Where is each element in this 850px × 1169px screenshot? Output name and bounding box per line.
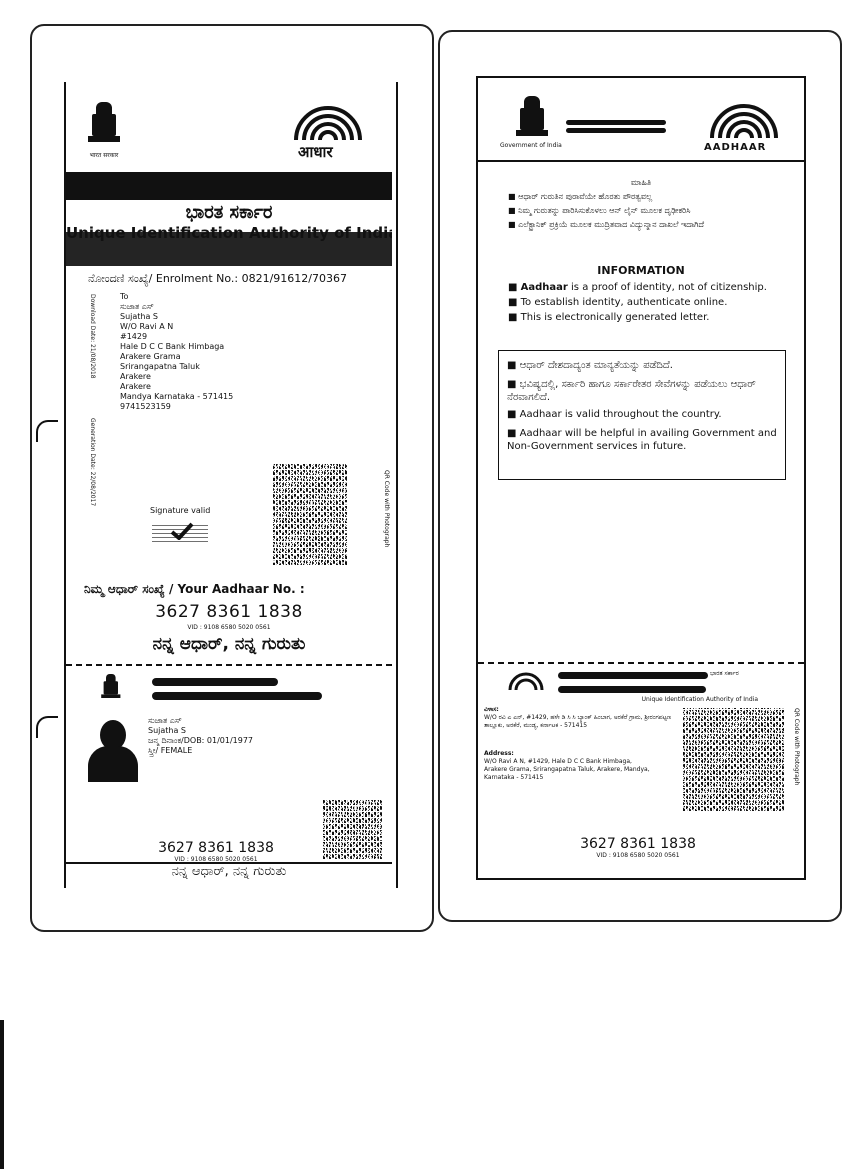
tagline-cut: ನನ್ನ ಆಧಾರ್, ನನ್ನ ಗುರುತು bbox=[171, 864, 287, 879]
info-list bbox=[508, 280, 798, 325]
aadhaar-logo-text: आधार bbox=[298, 143, 333, 161]
enrolment-number: ನೋಂದಣಿ ಸಂಖ್ಯೆ/ Enrolment No.: 0821/91612/70367 bbox=[88, 272, 347, 285]
info-item: ■ Aadhaar is a proof of identity, not of citizenship. bbox=[508, 282, 767, 293]
photo bbox=[88, 720, 138, 782]
signature-details bbox=[152, 522, 208, 542]
cut-header-kannada: ಭಾರತ ಸರ್ಕಾರ bbox=[710, 670, 739, 677]
aadhaar-number: 3627 8361 1838 bbox=[155, 602, 303, 622]
vid-cut: VID : 9108 6580 5020 0561 bbox=[174, 856, 258, 863]
gov-label: Government of India bbox=[500, 142, 562, 149]
redacted-header bbox=[152, 678, 278, 686]
info-kannada-item: ■ ನಿಮ್ಮ ಗುರುತನ್ನು ಪಾರಿಸಿಸುಕೊಳಲು ಆನ್ ಲೈನ್ ಮೂಲಕ ದೃಢೀಕರಿಸಿ bbox=[508, 206, 691, 215]
cut-details bbox=[148, 716, 328, 756]
qr-code bbox=[272, 464, 348, 566]
qr-label: QR Code with Photograph bbox=[383, 470, 390, 548]
cut-header-english: Unique Identification Authority of India bbox=[641, 696, 758, 703]
punch-hole-top bbox=[36, 420, 58, 442]
info-item-text: This is electronically generated letter. bbox=[520, 312, 710, 323]
gov-label: भारत सरकार bbox=[89, 152, 119, 159]
info-kannada-item: ■ ಎಲೆಕ್ಟ್ರಾನಿಕ್ ಪ್ರಕ್ರಿಯೆ ಮೂಲಕ ಮುದ್ರಿತವಾದ ವಿದ್ಯುನ್ಮಾನ ದಾಖಲೆ ಇದಾಗಿದೆ bbox=[508, 220, 705, 229]
address-line: Arakere bbox=[120, 382, 151, 391]
emblem-icon bbox=[86, 102, 122, 148]
address-line: ಸುಜಾತ ಎಸ್ bbox=[120, 302, 154, 311]
qr-code-small bbox=[322, 800, 382, 860]
tagline: ನನ್ನ ಆಧಾರ್, ನನ್ನ ಗುರುತು bbox=[152, 634, 306, 654]
address-kannada-block bbox=[484, 706, 674, 730]
name-kannada: ಸುಜಾತ ಎಸ್ bbox=[148, 716, 182, 725]
box-item: ■ Aadhaar will be helpful in availing Government and Non-Government services in future. bbox=[507, 428, 777, 452]
right-card bbox=[476, 76, 806, 880]
info-title: INFORMATION bbox=[597, 264, 685, 277]
info-item: ■ To establish identity, authenticate online. bbox=[508, 297, 728, 308]
box-item-text: ಆಧಾರ್ ದೇಶದಾದ್ಯಂತ ಮಾನ್ಯತೆಯನ್ನು ಪಡೆದಿದೆ. bbox=[519, 360, 673, 371]
info-kannada-title: ಮಾಹಿತಿ bbox=[630, 178, 652, 187]
address-line: Hale D C C Bank Himbaga bbox=[120, 342, 225, 351]
aadhaar-number: 3627 8361 1838 bbox=[580, 836, 696, 852]
address-line: To bbox=[120, 292, 129, 301]
redacted-header bbox=[566, 120, 666, 125]
info-item-bold: Aadhaar bbox=[520, 282, 568, 293]
redacted-header bbox=[558, 672, 708, 679]
black-band-bottom bbox=[66, 232, 392, 266]
box-item: ■ Aadhaar is valid throughout the country. bbox=[507, 409, 722, 420]
address: W/O Ravi A N, #1429, Hale D C C Bank Himbaga, Arakere Grama, Srirangapatna Taluk, Arakere, Mandya, Karnataka - 571415 bbox=[484, 758, 650, 781]
punch-hole-bottom bbox=[36, 716, 58, 738]
download-date: Download Date: 21/08/2018 bbox=[89, 294, 96, 379]
aadhaar-logo-icon bbox=[288, 100, 368, 144]
cut-line bbox=[66, 664, 392, 666]
redacted-header bbox=[558, 686, 706, 693]
black-band-top bbox=[66, 172, 392, 200]
address-kannada-label: ವಿಳಾಸ: bbox=[484, 706, 499, 713]
address-line: #1429 bbox=[120, 332, 148, 341]
generation-date: Generation Date: 22/08/2017 bbox=[89, 418, 96, 507]
address-kannada: W/O ರವಿ ಎ ಎನ್, #1429, ಹಳೇ ಡಿ ಸಿ ಸಿ ಬ್ಯಾಂಕ್ ಹಿಂಬಾಗ, ಅರಕೆರೆ ಗ್ರಾಮ, ಶ್ರೀರಂಗಪಟ್ಟಣ ತಾಲ್ಲೂಕು, ಅರಕೆರೆ, ಮಂಡ್ಯ, ಕರ್ನಾಟಕ - 571415 bbox=[484, 714, 672, 729]
box-item: ■ ಭವಿಷ್ಯದಲ್ಲಿ, ಸರ್ಕಾರಿ ಹಾಗೂ ಸರ್ಕಾರೇತರ ಸೇವೆಗಳನ್ನು ಪಡೆಯಲು ಆಧಾರ್ ನೆರವಾಗಲಿದೆ. bbox=[507, 379, 756, 403]
emblem-small-icon bbox=[100, 674, 122, 702]
address-line: Srirangapatna Taluk bbox=[120, 362, 200, 371]
address-label: Address: bbox=[484, 750, 514, 757]
vid: VID : 9108 6580 5020 0561 bbox=[596, 852, 680, 859]
aadhaar-logo-small-icon bbox=[506, 670, 546, 692]
box-item-text: Aadhaar is valid throughout the country. bbox=[519, 409, 722, 420]
page-edge-shadow bbox=[0, 1020, 24, 1169]
info-kannada-text: ಎಲೆಕ್ಟ್ರಾನಿಕ್ ಪ್ರಕ್ರಿಯೆ ಮೂಲಕ ಮುದ್ರಿತವಾದ ವಿದ್ಯುನ್ಮಾನ ದಾಖಲೆ ಇದಾಗಿದೆ bbox=[518, 220, 705, 229]
header-kannada: ಭಾರತ ಸರ್ಕಾರ bbox=[185, 202, 273, 223]
your-aadhaar-label: ನಿಮ್ಮ ಆಧಾರ್ ಸಂಖ್ಯೆ / Your Aadhaar No. : bbox=[84, 582, 305, 596]
signature-valid-label: Signature valid bbox=[150, 506, 211, 515]
info-kannada-item: ■ ಆಧಾರ್ ಗುರುತಿನ ಪುರಾವೆಯೇ ಹೊರತು ಪೌರತ್ವವಲ್ಲ bbox=[508, 192, 653, 201]
emblem-icon bbox=[514, 96, 550, 142]
gender: ಸ್ತ್ರೀ/ FEMALE bbox=[148, 746, 193, 755]
redacted-header bbox=[152, 692, 322, 700]
info-kannada-list bbox=[508, 192, 808, 230]
top-border bbox=[478, 76, 804, 78]
address-block bbox=[120, 292, 320, 412]
info-kannada-text: ಆಧಾರ್ ಗುರುತಿನ ಪುರಾವೆಯೇ ಹೊರತು ಪೌರತ್ವವಲ್ಲ bbox=[518, 192, 653, 201]
address-line: Sujatha S bbox=[120, 312, 159, 321]
address-line: Arakere bbox=[120, 372, 151, 381]
left-card bbox=[64, 82, 398, 888]
aadhaar-logo-icon bbox=[706, 98, 782, 140]
address-line: W/O Ravi A N bbox=[120, 322, 174, 331]
address-block bbox=[484, 750, 654, 782]
box-item-text: ಭವಿಷ್ಯದಲ್ಲಿ, ಸರ್ಕಾರಿ ಹಾಗೂ ಸರ್ಕಾರೇತರ ಸೇವೆಗಳನ್ನು ಪಡೆಯಲು ಆಧಾರ್ ನೆರವಾಗಲಿದೆ. bbox=[507, 379, 756, 403]
address-line: Arakere Grama bbox=[120, 352, 181, 361]
aadhaar-logo-text: AADHAAR bbox=[704, 142, 767, 153]
box-item-text: Aadhaar will be helpful in availing Government and Non-Government services in future. bbox=[507, 428, 777, 452]
info-item: ■ This is electronically generated letter. bbox=[508, 312, 710, 323]
address-line: Mandya Karnataka - 571415 bbox=[120, 392, 234, 401]
name: Sujatha S bbox=[148, 726, 187, 735]
validity-box bbox=[498, 350, 786, 480]
bottom-border bbox=[478, 878, 804, 880]
vid: VID : 9108 6580 5020 0561 bbox=[187, 624, 271, 631]
box-item: ■ ಆಧಾರ್ ದೇಶದಾದ್ಯಂತ ಮಾನ್ಯತೆಯನ್ನು ಪಡೆದಿದೆ. bbox=[507, 360, 673, 371]
info-item-text: To establish identity, authenticate online. bbox=[520, 297, 728, 308]
address-line: 9741523159 bbox=[120, 402, 171, 411]
aadhaar-number-cut: 3627 8361 1838 bbox=[158, 840, 274, 856]
info-kannada-text: ನಿಮ್ಮ ಗುರುತನ್ನು ಪಾರಿಸಿಸುಕೊಳಲು ಆನ್ ಲೈನ್ ಮೂಲಕ ದೃಢೀಕರಿಸಿ bbox=[518, 206, 691, 215]
qr-label: QR Code with Photograph bbox=[793, 708, 800, 786]
header-divider bbox=[478, 160, 804, 162]
cut-line bbox=[478, 662, 804, 664]
dob: ಜನ್ಮ ದಿನಾಂಕ/DOB: 01/01/1977 bbox=[148, 736, 254, 745]
redacted-header bbox=[566, 128, 666, 133]
info-item-text: is a proof of identity, not of citizenship. bbox=[567, 282, 767, 293]
qr-code bbox=[682, 708, 784, 812]
